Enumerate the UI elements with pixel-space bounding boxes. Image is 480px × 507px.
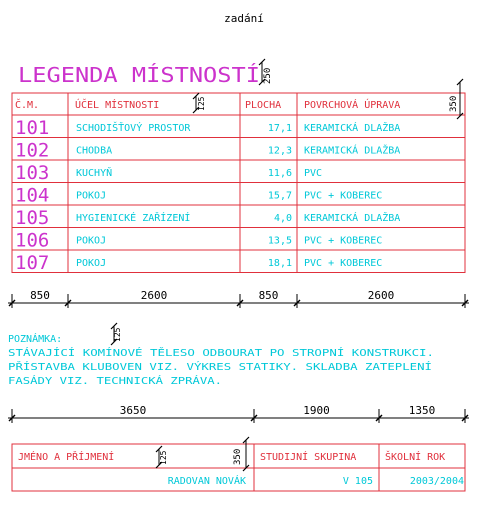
room-area: 11,6 <box>267 168 292 179</box>
legend-row <box>15 185 382 207</box>
legend-title: LEGENDA MÍSTNOSTÍ <box>18 63 260 87</box>
room-purpose: POKOJ <box>76 235 107 247</box>
tb-label-group: STUDIJNÍ SKUPINA <box>260 452 357 463</box>
room-finish: KERAMICKÁ DLAŽBA <box>304 123 401 134</box>
room-number: 105 <box>15 207 50 229</box>
tb-label-name: JMÉNO A PŘÍJMENÍ <box>18 452 115 463</box>
room-number: 102 <box>15 139 50 162</box>
tb-label-year: ŠKOLNÍ ROK <box>385 452 446 463</box>
tb-label-name-dim-b: 350 <box>233 448 243 465</box>
tb-value-year: 2003/2004 <box>409 476 464 487</box>
sheet-caption: zadání <box>224 12 264 25</box>
room-finish: PVC + KOBEREC <box>304 235 383 247</box>
title-block-dimension-labels <box>120 404 436 417</box>
col-header-number: Č.M. <box>15 100 40 111</box>
room-finish: KERAMICKÁ DLAŽBA <box>304 145 401 157</box>
legend-dimension-label: 850 <box>30 289 50 302</box>
col-header-area: PLOCHA <box>245 100 282 111</box>
room-purpose: CHODBA <box>76 145 113 157</box>
legend-row <box>15 252 382 274</box>
col-header-purpose-dim: 125 <box>197 96 206 111</box>
legend-row <box>15 230 382 252</box>
legend-title-dim: 250 <box>263 67 273 84</box>
legend-row <box>15 117 400 139</box>
room-purpose: POKOJ <box>76 190 107 202</box>
room-area: 18,1 <box>267 258 292 269</box>
room-finish: KERAMICKÁ DLAŽBA <box>304 213 401 224</box>
room-purpose: POKOJ <box>76 258 107 269</box>
room-number: 104 <box>15 184 50 207</box>
room-finish: PVC + KOBEREC <box>304 190 383 202</box>
legend-row <box>15 162 322 184</box>
room-finish: PVC + KOBEREC <box>304 258 383 269</box>
room-number: 106 <box>15 229 50 252</box>
room-area: 13,5 <box>267 235 292 247</box>
legend-dimension-label: 2600 <box>367 289 395 302</box>
legend-row <box>15 207 400 229</box>
note-label: POZNÁMKA: <box>8 334 63 345</box>
room-area: 4,0 <box>273 213 292 224</box>
room-purpose: SCHODIŠŤOVÝ PROSTOR <box>76 123 191 134</box>
note-label-dim: 125 <box>113 327 122 342</box>
room-number: 103 <box>15 162 50 184</box>
room-number: 107 <box>15 252 50 274</box>
note-line-2: PŘÍSTAVBA KLUBOVEN VIZ. VÝKRES STATIKY. SKLADBA ZATEPLENÍ <box>8 362 352 373</box>
legend-row <box>15 140 400 162</box>
title-block-dimension-label: 1350 <box>408 404 436 417</box>
col-header-finish: POVRCHOVÁ ÚPRAVA <box>304 100 401 111</box>
tb-label-name-dim-a: 125 <box>159 450 168 465</box>
room-purpose: KUCHYŇ <box>76 168 113 179</box>
legend-header-row <box>15 96 459 112</box>
note-block <box>8 327 434 387</box>
room-purpose: HYGIENICKÉ ZAŘÍZENÍ <box>76 213 191 224</box>
note-line-1: STÁVAJÍCÍ KOMÍNOVÉ TĚLESO ODBOURAT PO STROPNÍ KONSTRUKCI. <box>8 348 352 359</box>
col-header-finish-dim: 350 <box>449 95 459 112</box>
legend-dimension-label: 2600 <box>140 289 168 302</box>
room-area: 12,3 <box>267 145 292 157</box>
note-line-3: FASÁDY VIZ. TECHNICKÁ ZPRÁVA. <box>8 376 183 387</box>
tb-value-group: V 105 <box>342 476 373 487</box>
title-block-dimension-label: 3650 <box>119 404 147 417</box>
room-number: 101 <box>15 117 50 139</box>
legend-dimension-label: 850 <box>258 289 279 302</box>
room-finish: PVC <box>304 168 323 179</box>
room-area: 15,7 <box>267 190 292 202</box>
col-header-purpose: ÚČEL MÍSTNOSTI <box>75 100 160 111</box>
title-block-dimension-label: 1900 <box>303 404 330 417</box>
tb-value-name: RADOVAN NOVÁK <box>167 476 246 487</box>
room-area: 17,1 <box>267 123 292 134</box>
legend-dimension-labels <box>30 289 394 302</box>
